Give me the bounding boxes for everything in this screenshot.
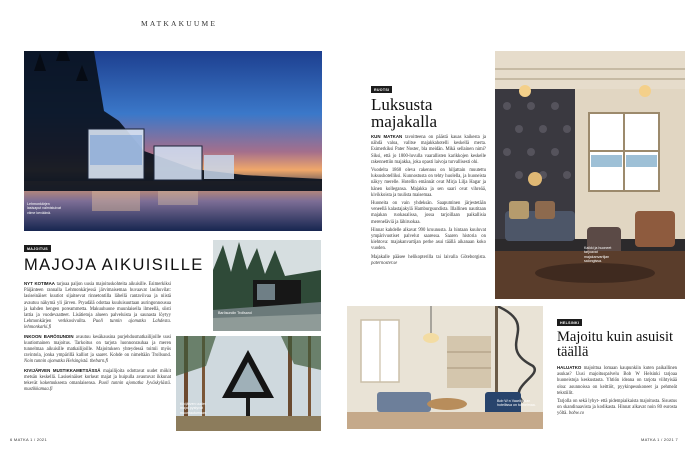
link-3[interactable]: mustikkamaa.fi: [24, 387, 53, 393]
link-2[interactable]: thebarn.fi: [89, 359, 109, 365]
text-1: tarjoaa paljon uusia majoituskohteita aikuisille. Esimerkiksi Päijänteen rannalla Lehmonkärjessä järvimaisemaa huvaavat lasihuvilat: lasiseinäiset kuutiot sijaitsevat rinnetontilla lähellä rantaviivaa ja niistä avautuu näkymä yli järven. Pryadälä odottaa kuuluisuuttaan auringonnousua ja kahden hengen poreammetta. Makuuhuone muunlaisella ilmeellä, siisti lattia ja vuodevaatteet. Lisätietoja alueen palveluista ja saunasta löytyy Lehmonkärjen verkkosivuilta.: [24, 282, 171, 325]
article-body-left: [24, 281, 171, 395]
text-r2: majoittua lomaan kaupunkiin kuten paikallinen asukas? Uusi majoituspalvelu Bob W Helsinki tarjoaa huoneistoja keskustasta. Yhtiön ideana on tarjota viihtyisää oloa: asunnoissa on keittiöt, pyykinpesukoneet ja pehmeät tekstiilit.: [557, 366, 677, 396]
text-3: majailijoita odottavat uudet mökit metsän keskellä. Lasiseinäiset korkeat majat ja huipulla avautuvat ikkunat tekevät kokemuksesta omanlaisensa.: [24, 368, 171, 387]
photo-bobw-room: [347, 306, 543, 429]
article-title-2: Majoitu kuin asuisit täällä: [557, 329, 673, 360]
credit-2: Noin tunnin ajomatka Helsingistä.: [24, 359, 89, 365]
lead-r1: KUN MATKAN: [371, 134, 403, 139]
category-tag-ruotsi: RUOTSI: [371, 86, 392, 93]
caption-bottom: Kivijärven uudet majat pystyvät muuntautumaan.: [180, 402, 207, 415]
link-r2[interactable]: bobw.co: [568, 411, 585, 417]
text-r1d: Hinnat kahdelle alkavat 990 kruunusta. Ja hintaan kuuluvat ympärivuotiset palvelut saaressa. Saaren historia on kiehtova: majakanvartijan perhe asui täällä aikanaan koko vuoden.: [371, 227, 486, 252]
page-footer-left: 6 MATKA 1 / 2021: [10, 437, 47, 442]
text-r1e: Majakalle pääsee helikopterilla tai laivalla Göteborgista.: [371, 254, 486, 260]
lead-2: INKOON BARÖSUNDIN: [24, 333, 74, 339]
section-header: MATKAKUUME: [141, 19, 218, 28]
lead-3: KIVIJÄRVEN MUSTIKKAMETSÄSSÄ: [24, 367, 101, 373]
photo-aframe-cabin: [176, 336, 321, 431]
lead-1: NYT KOTIMAA: [24, 281, 55, 286]
caption-lamp: Kaikki ja huoneet tarjoavat majakanvartijan salongissa.: [584, 246, 612, 264]
text-r2b: Tarjolla on sekä lyhyt- että pidempiaikaista majoitusta. Sisustus on skandinaavista ja kodikasta. Hinnat alkavat noin 80 eurosta yöltä.: [557, 399, 677, 417]
article-title-1: Luksusta majakalla: [371, 95, 438, 131]
text-r1: tavoitteena on päästä kauas kaikesta ja nähdä valoa, valitse majakkahotelli keskellä merta. Esimerkiksi Pater Noster, bla meidän. Mikä sellainen nimi? Siksi, että jo 1800-luvulla vaarallisten karikkojen keskelle rakennettiin majakka, joka opasti laivoja turvallisesti ohi.: [371, 135, 486, 165]
text-2: avautuu kesäkausina purjehdusmatkailijoille uusi kuutiomainen majoitus. Tarkoitus on tarjota luonnonrauhaa ja meren tunnelmaa aikuisille matkailijoille. Majoituksen yhteydessä toimii myös ravintola, jonka ympärillä kalliot ja saaret. Kohde on nimeltään Trollsund.: [24, 334, 172, 359]
lead-r2: HALUATKO: [557, 365, 582, 370]
category-tag: MAJOITUS: [24, 245, 51, 252]
category-tag-helsinki: HELSINKI: [557, 319, 582, 326]
hero-caption: Lehmonkärjen lasisaput valmistuivat viime keväänä.: [27, 202, 61, 215]
hero-photo-glass-cabins: [24, 51, 322, 231]
page-title: MAJOJA AIKUISILLE: [24, 256, 204, 274]
credit-1: Puoli tunnin ajomatka Lahdesta.: [92, 319, 172, 325]
photo-black-cabin: [213, 240, 321, 331]
article-body-right-1: [371, 134, 486, 269]
text-r1b: Vuodelta 1868 oleva rakennus on hiljattain muutettu luksushotelliksi. Kunnostusta on tehty huolella, ja huoneista näkyy merelle. Hotellin emännät ovat Mirja Lilja Hagar ja hänen kollegansa. Majakka ja sen saari ovat vihreää, kivikkoista ja tuulista maisemaa.: [371, 168, 486, 198]
text-r1c: Huoneita on vain yhdeksän. Saapuminen järjestetään veneellä kalastajakylä Hamburgsundista. Illallinen nautitaan majakan ruokasalissa, jossa tarjoillaan paikallisia mereneläviä ja lähiruokaa.: [371, 201, 486, 225]
link-1[interactable]: lehmonkarki.fi: [24, 325, 52, 331]
article-body-right-2: [557, 365, 677, 420]
page-footer-right: MATKA 1 / 2021 7: [641, 437, 678, 442]
link-r1[interactable]: paternoster.se: [371, 260, 398, 266]
credit-3: Puoli tunnin ajomatka Jyväskylästä.: [98, 381, 171, 387]
caption-room: Bob W:n Vaarikkalan hotellissa on tunnelmaa.: [497, 399, 536, 408]
caption-mid: Barösundin Trollsand: [218, 311, 252, 315]
